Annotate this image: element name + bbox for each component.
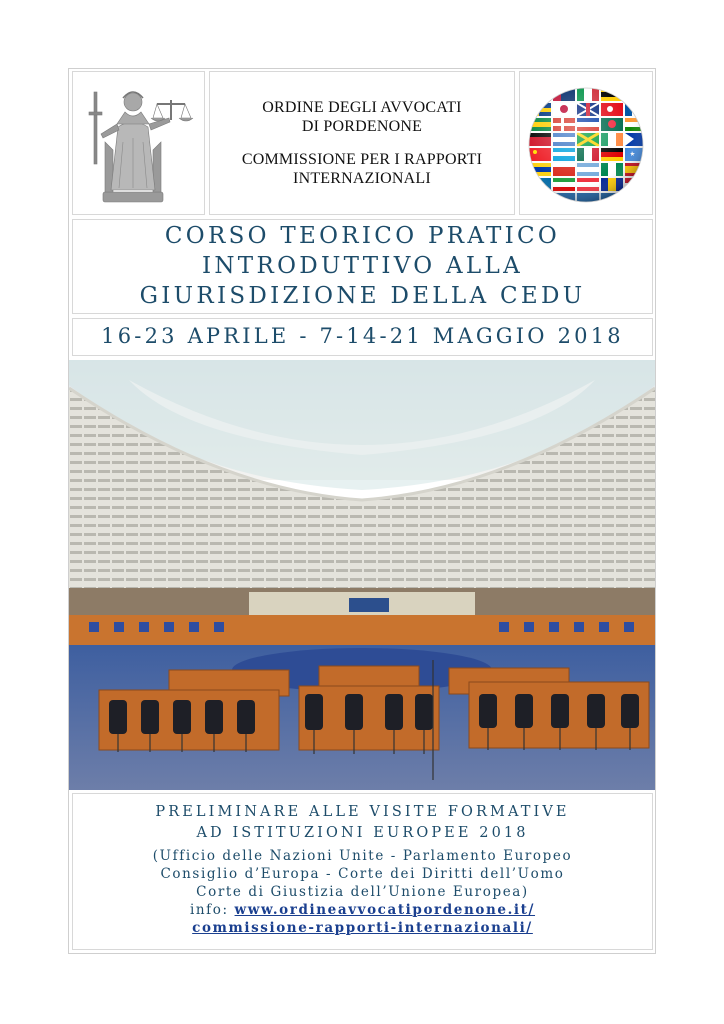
world-flags-globe-icon (520, 72, 652, 214)
footer-institutions-line-1: (Ufficio delle Nazioni Unite - Parlamento Europeo (152, 848, 573, 864)
course-title-line-1: CORSO TEORICO PRATICO (164, 223, 561, 249)
courtroom-photo (69, 360, 655, 790)
footer-heading-line-2: AD ISTITUZIONI EUROPEE 2018 (196, 825, 529, 841)
course-dates: 16-23 APRILE - 7-14-21 MAGGIO 2018 (101, 324, 624, 348)
info-label: info: (189, 902, 229, 918)
course-dates-box (72, 318, 653, 356)
org-name-line-2: DI PORDENONE (301, 118, 423, 135)
footer-heading-line-1: PRELIMINARE ALLE VISITE FORMATIVE (155, 804, 570, 820)
course-title-box (72, 219, 653, 314)
footer-institutions-line-3: Corte di Giustizia dell’Unione Europea) (196, 884, 529, 900)
footer-link-line-2 (73, 920, 652, 936)
org-name-line-1: ORDINE DEGLI AVVOCATI (262, 99, 462, 116)
commission-line-1: COMMISSIONE PER I RAPPORTI (241, 151, 483, 168)
website-link-part-2[interactable]: commissione-rapporti-internazionali/ (192, 920, 533, 936)
footer-institutions-line-2: Consiglio d’Europa - Corte dei Diritti dell’Uomo (160, 866, 565, 882)
commission-line-2: INTERNAZIONALI (293, 170, 431, 187)
justice-statue-icon (73, 72, 204, 214)
justice-logo-box (72, 71, 205, 215)
courtroom-illustration (69, 360, 655, 790)
footer-box (72, 793, 653, 950)
header-org-block (209, 71, 515, 215)
footer-info-line (73, 902, 652, 918)
globe-logo-box (519, 71, 653, 215)
course-title-line-2: INTRODUTTIVO ALLA (202, 253, 523, 279)
course-title-line-3: GIURISDIZIONE DELLA CEDU (139, 283, 586, 309)
website-link-part-1[interactable]: www.ordineavvocatipordenone.it/ (234, 902, 536, 918)
